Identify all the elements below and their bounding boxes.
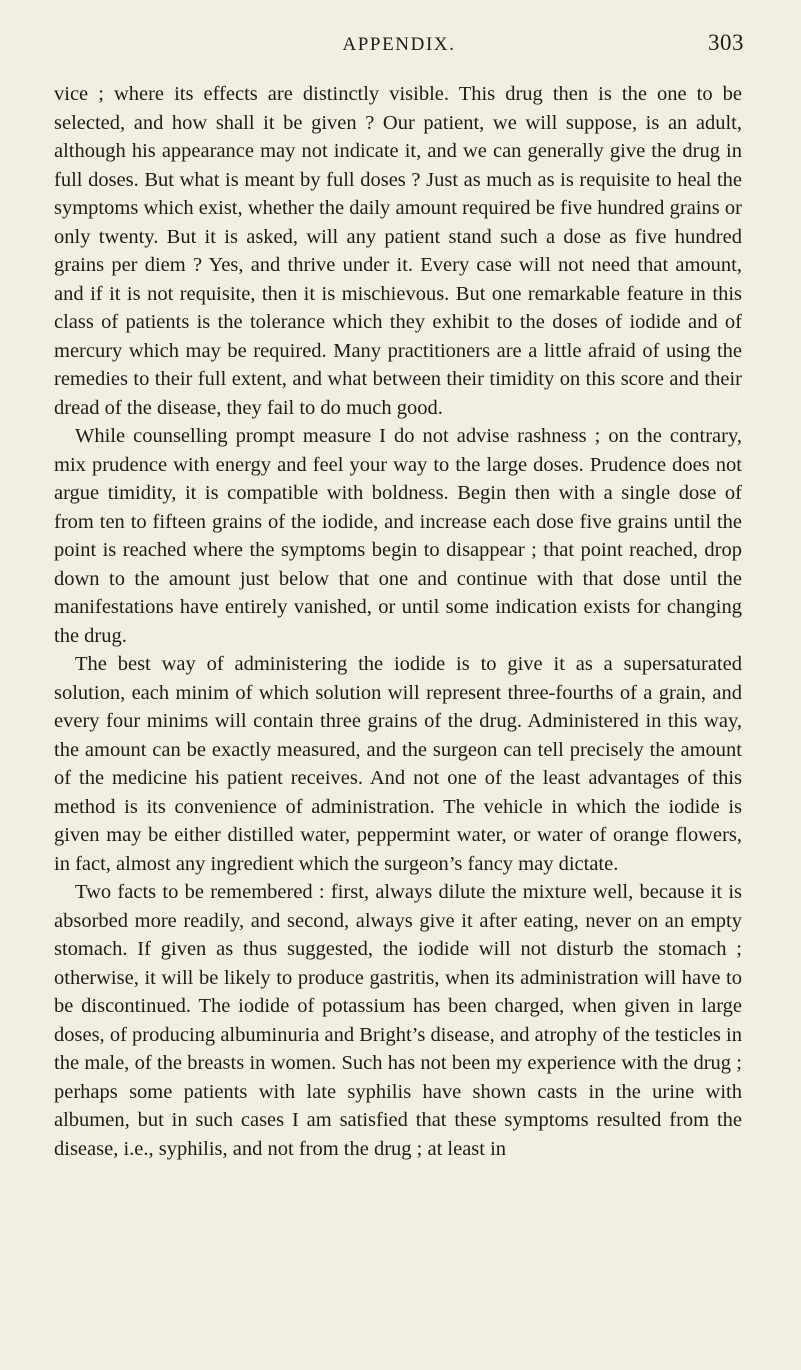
paragraph-two-facts: Two facts to be remembered : first, always dilute the mixture well, because it is absorbed more readily, and second, always give it after eating, never on an empty stomach. If given as thus suggested, the iodide will not disturb the stomach ; otherwise, it will be likely to produce gastritis, when its administration will have to be discontinued. The iodide of potassium has been charged, when given in large doses, of producing albuminuria and Bright’s disease, and atrophy of the testicles in the male, of the breasts in women. Such has not been my experience with the drug ; perhaps some patients with late syphilis have shown casts in the urine with albumen, but in such cases I am satisfied that these symptoms resulted from the disease, i.e., syphilis, and not from the drug ; at least in bbox=[54, 881, 742, 1160]
page-number: 303 bbox=[708, 30, 744, 55]
running-title: APPENDIX. bbox=[342, 34, 456, 55]
body-text bbox=[54, 80, 742, 1163]
paragraph-administration: The best way of administering the iodide is to give it as a supersaturated solution, each minim of which solution will represent three-fourths of a grain, and every four minims will contain three grains of the drug. Administered in this way, the amount can be exactly measured, and the surgeon can tell precisely the amount of the medicine his patient receives. And not one of the least advantages of this method is its convenience of administration. The vehicle in which the iodide is given may be either distilled water, peppermint water, or water of orange flowers, in fact, almost any ingredient which the surgeon’s fancy may dictate. bbox=[54, 653, 742, 875]
paragraph-dosage-advice: While counselling prompt measure I do not advise rashness ; on the contrary, mix prudence with energy and feel your way to the large doses. Prudence does not argue timidity, it is compatible with boldness. Begin then with a single dose of from ten to fifteen grains of the iodide, and increase each dose five grains until the point is reached where the symptoms begin to disappear ; that point reached, drop down to the amount just below that one and continue with that dose until the manifestations have entirely vanished, or until some indication exists for changing the drug. bbox=[54, 425, 742, 647]
paragraph-continuation: vice ; where its effects are distinctly visible. This drug then is the one to be selected, and how shall it be given ? Our patient, we will suppose, is an adult, although his appearance may not indicate it, and we can generally give the drug in full doses. But what is meant by full doses ? Just as much as is requisite to heal the symptoms which exist, whether the daily amount required be five hundred grains or only twenty. But it is asked, will any patient stand such a dose as five hundred grains per diem ? Yes, and thrive under it. Every case will not need that amount, and if it is not requisite, then it is mischievous. But one remarkable feature in this class of patients is the tolerance which they exhibit to the doses of iodide and of mercury which may be required. Many practitioners are a little afraid of using the remedies to their full extent, and what between their timidity on this score and their dread of the disease, they fail to do much good. bbox=[54, 83, 742, 419]
running-head bbox=[54, 30, 744, 64]
